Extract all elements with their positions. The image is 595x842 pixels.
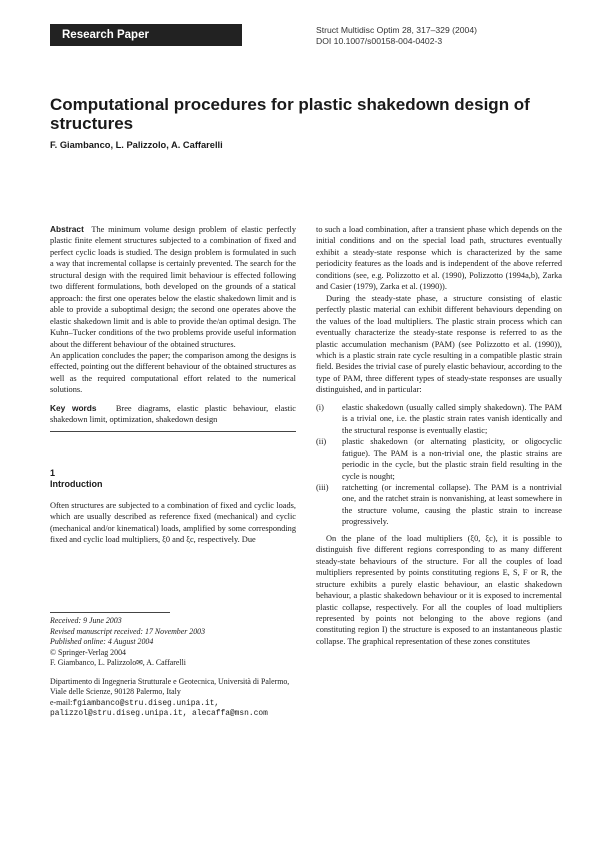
email-label: e-mail: [50,697,73,707]
abstract-text: The minimum volume design problem of elastic perfectly plastic finite element structures subjected to a combination of fixed and perfect cyclic loads is studied. The design problem is formulated in such a way that incremental collapse is certainly prevented. The search for the structural design with the required limit behaviour is effected following two different formulations, both developed on the grounds of a statical approach: the first one operates below the elastic shakedown limit and is able to provide a suboptimal design; the second one operates above the elastic shakedown limit and is able to provide the/an optimal design. The Kuhn–Tucker conditions of the two problems provide useful information about the different behaviour of the obtained structures. [50,225,296,349]
left-column [50,224,296,545]
article-type-badge: Research Paper [50,24,242,46]
author-list: F. Giambanco, L. Palizzolo, A. Caffarelli [50,140,223,150]
section-title: Introduction [50,479,103,490]
list-item-text: plastic shakedown (or alternating plasticity, or oligocyclic fatigue). The PAM is a non-trivial one, the plastic strains are periodic in the cycle, but the plastic strain field resulting in the cycle is nought; [342,437,562,481]
keywords-divider [50,431,296,432]
intro-paragraph: Often structures are subjected to a combination of fixed and cyclic loads, which are usually described as reference fixed (mechanical) and cyclic (mechanical and/or kinematical) loads, amplified by some corresponding fixed and cyclic load multipliers, ξ0 and ξc, respectively. Due [50,500,296,544]
doi-line: DOI 10.1007/s00158-004-0402-3 [316,36,443,46]
list-item [316,436,562,482]
keywords-text: Bree diagrams, elastic plastic behaviour, elastic shakedown limit, optimization, shakedown design [50,403,296,425]
keywords-label: Key words [50,402,97,413]
list-item-number: (i) [316,402,324,412]
section-number: 1 [50,467,56,478]
footnote-divider [50,612,170,613]
list-item-number: (iii) [316,482,329,492]
footnote-authors: F. Giambanco, L. Palizzolo✉, A. Caffarelli [50,658,186,667]
list-item [316,402,562,436]
body-paragraph-2: During the steady-state phase, a structure consisting of elastic perfectly plastic material can exhibit different behaviours depending on the values of the load multipliers. The plastic strain process which can eventually characterize the steady-state response is referred to as the plastic accumulation mechanism (PAM) (see Polizzotto et al. (1990)), which is a plastic strain rate cycle resulting in a compatible plastic strain field. Besides the trivial case of purely elastic behaviour, according to the type of PAM, three different types of steady-state responses are usually distinguished, and in particular: [316,293,562,395]
journal-citation [316,25,477,47]
email-line-1 [50,698,296,710]
email-address-1[interactable]: fgiambanco@stru.diseg.unipa.it, [72,698,220,708]
article-footnote [50,612,296,720]
body-paragraph-1: to such a load combination, after a transient phase which depends on the initial conditions and on the special load path, structures eventually exhibit a steady-state response which is characterized by the same periodicity features as the loads and is independent of the above referred conditions (see, e.g. Polizzotto et al. (1990), Polizzotto (1994a,b), Zarka and Casier (1979), Zarka et al. (1990)). [316,225,562,292]
list-item-text: ratchetting (or incremental collapse). The PAM is a nontrivial one, and the ratchet strain is nonvanishing, at least somewhere in the structure volume, causing the plastic strain to increase progressively. [342,482,562,527]
abstract-label: Abstract [50,224,84,234]
journal-line: Struct Multidisc Optim 28, 317–329 (2004) [316,25,477,35]
list-item [316,482,562,528]
right-column [316,224,562,647]
copyright: © Springer-Verlag 2004 [50,647,126,657]
abstract-paragraph-2: An application concludes the paper; the comparison among the designs is effected, pointing out the different behaviour of the obtained structures as well as the required computational effort related to the numerical solutions. [50,350,296,395]
email-line-2[interactable]: palizzol@stru.diseg.unipa.it, alecaffa@msn.com [50,709,268,718]
published-date: Published online: 4 August 2004 [50,637,154,646]
body-paragraph-3: On the plane of the load multipliers (ξ0, ξc), it is possible to distinguish five different regions corresponding to as many different steady-state behaviours of the structure. For all the couples of load multipliers represented by points constituting regions E, S, F or R, the structure exhibits a purely elastic behaviour, an elastic shakedown behaviour, a plastic shakedown behaviour or it is exposed to incremental plastic collapse, respectively. For all the couples of load multipliers represented by points not belonging to the above regions (and constituting region I) the structure is exposed to an instantaneous plastic collapse. The graphical representation of these zones constitutes [316,533,562,646]
abstract-paragraph [50,224,296,350]
paper-title: Computational procedures for plastic shakedown design of structures [50,95,530,133]
keywords-paragraph [50,403,296,426]
behaviour-list [316,402,562,528]
affiliation: Dipartimento di Ingegneria Strutturale e Geotecnica, Università di Palermo, Viale delle Scienze, 90128 Palermo, Italy [50,676,290,696]
list-item-number: (ii) [316,437,327,447]
received-date: Received: 9 June 2003 [50,616,122,625]
list-item-text: elastic shakedown (usually called simply shakedown). The PAM is a trivial one, i.e. the plastic strain rates vanish identically and the structural response is eventually elastic; [342,402,562,435]
revised-date: Revised manuscript received: 17 November 2003 [50,626,206,636]
